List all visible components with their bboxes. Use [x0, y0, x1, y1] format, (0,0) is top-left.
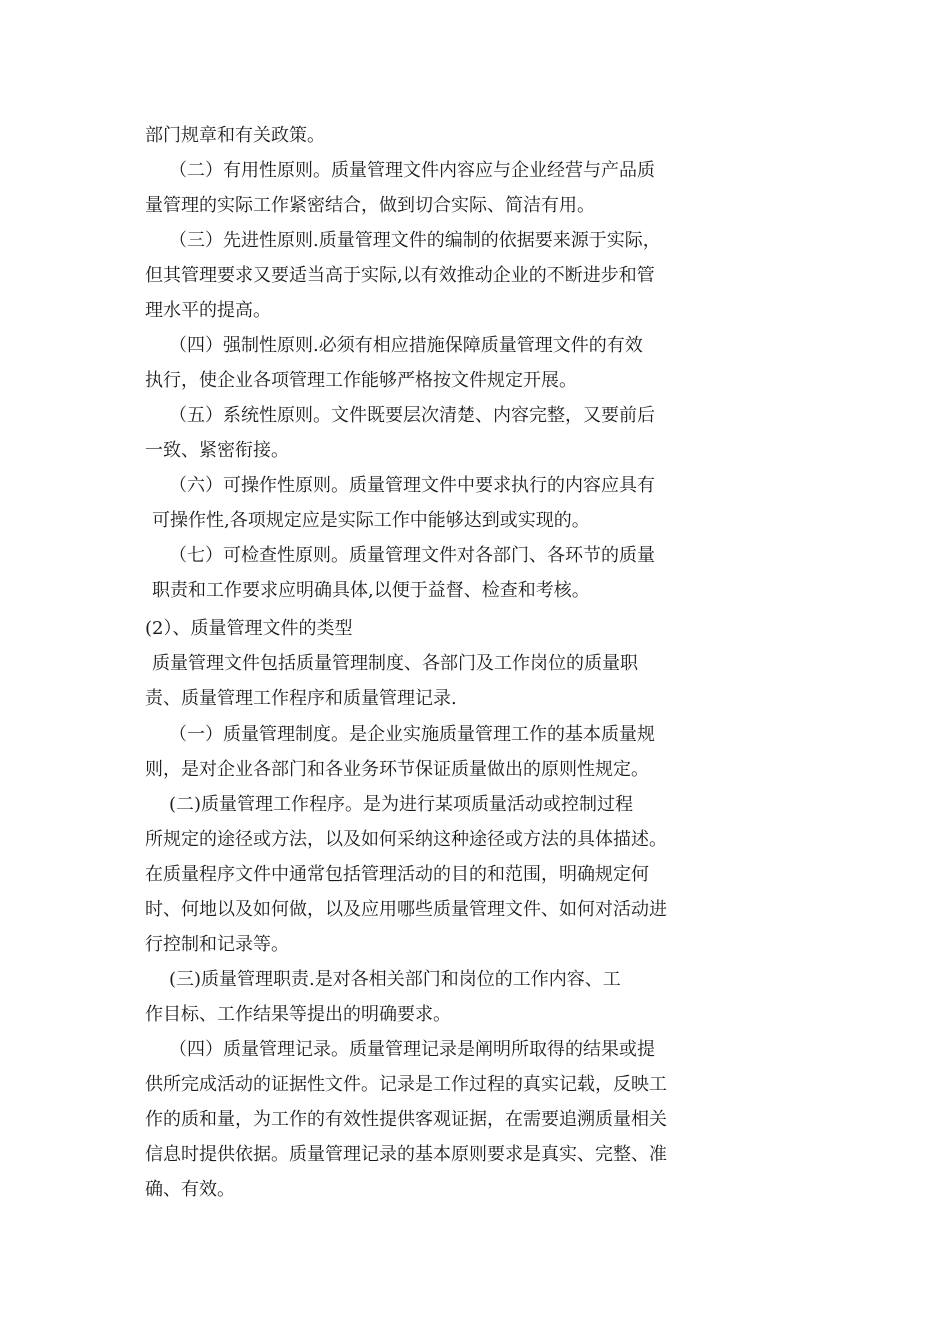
text-line: （三）先进性原则.质量管理文件的编制的依据要来源于实际， — [169, 230, 661, 251]
text-line: 责、质量管理工作程序和质量管理记录. — [145, 688, 457, 709]
text-line: （一）质量管理制度。是企业实施质量管理工作的基本质量规 — [169, 724, 655, 745]
text-line: 供所完成活动的证据性文件。记录是工作过程的真实记载，反映工 — [145, 1074, 667, 1095]
text-line: 但其管理要求又要适当高于实际,以有效推动企业的不断进步和管 — [145, 265, 655, 286]
text-line: 确、有效。 — [145, 1179, 235, 1200]
text-line: 一致、紧密衔接。 — [145, 440, 289, 461]
text-line: 行控制和记录等。 — [145, 934, 289, 955]
text-line: 执行，使企业各项管理工作能够严格按文件规定开展。 — [145, 370, 577, 391]
text-line: （四）强制性原则.必须有相应措施保障质量管理文件的有效 — [169, 335, 643, 356]
text-line: 在质量程序文件中通常包括管理活动的目的和范围，明确规定何 — [145, 864, 649, 885]
text-line: （七）可检查性原则。质量管理文件对各部门、各环节的质量 — [169, 545, 655, 566]
text-line: （四）质量管理记录。质量管理记录是阐明所取得的结果或提 — [169, 1039, 655, 1060]
text-line: 理水平的提高。 — [145, 300, 271, 321]
text-line: （二）有用性原则。质量管理文件内容应与企业经营与产品质 — [169, 160, 655, 181]
text-line: 所规定的途径或方法，以及如何采纳这种途径或方法的具体描述。 — [145, 829, 667, 850]
text-line: 职责和工作要求应明确具体,以便于益督、检查和考核。 — [152, 580, 590, 601]
text-line: （五）系统性原则。文件既要层次清楚、内容完整，又要前后 — [169, 405, 655, 426]
text-line: (三)质量管理职责.是对各相关部门和岗位的工作内容、工 — [169, 969, 621, 990]
text-line: 则，是对企业各部门和各业务环节保证质量做出的原则性规定。 — [145, 759, 649, 780]
text-line: 可操作性,各项规定应是实际工作中能够达到或实现的。 — [152, 510, 590, 531]
text-line: 时、何地以及如何做，以及应用哪些质量管理文件、如何对活动进 — [145, 899, 667, 920]
text-line: 部门规章和有关政策。 — [145, 125, 325, 146]
section-heading: (2）、质量管理文件的类型 — [145, 618, 353, 639]
text-line: 量管理的实际工作紧密结合，做到切合实际、简洁有用。 — [145, 195, 595, 216]
text-line: 信息时提供依据。质量管理记录的基本原则要求是真实、完整、准 — [145, 1144, 667, 1165]
text-line: 作的质和量，为工作的有效性提供客观证据，在需要追溯质量相关 — [145, 1109, 667, 1130]
text-line: (二)质量管理工作程序。是为进行某项质量活动或控制过程 — [169, 794, 634, 815]
text-line: 质量管理文件包括质量管理制度、各部门及工作岗位的质量职 — [152, 653, 638, 674]
text-line: （六）可操作性原则。质量管理文件中要求执行的内容应具有 — [169, 475, 655, 496]
text-line: 作目标、工作结果等提出的明确要求。 — [145, 1004, 451, 1025]
